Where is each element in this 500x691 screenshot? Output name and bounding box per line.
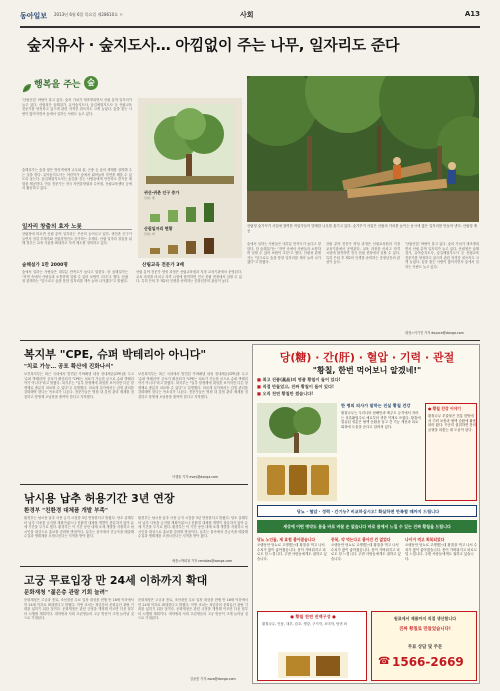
side-body: 황칠나무 추출물은 전통 한방에서 기력 보충과 혈액 순환에 활용되어 왔다. 꾸준히 섭취하면 몸의 균형을 되찾는 데 도움이 된다. bbox=[428, 414, 476, 432]
banner-1-text: 당뇨 · 혈압 · 정력 · 간기능? 비교하십시오! 확실하면 만족할 때까지 드립니다 bbox=[296, 509, 440, 514]
article3-subtitle: 환경부 "친환경 대체품 개발 부족" bbox=[24, 508, 108, 514]
article1-col3: 숲에서 일하는 사람들은 대부분 만족도가 높다고 말한다. 한 숲해설가는 "자연 속에서 사람들과 소통하며 일할 수 있어 보람이 크다"고 했다. 산림청 관계자는 "앞으로도 숲을 통한 일자리를 계속 늘려 나가겠다"고 밝혔다. bbox=[247, 242, 321, 265]
ad-package-photo bbox=[278, 652, 348, 678]
doctor-title: 한 명의 의사가 말하는 진실 황칠 건강 bbox=[341, 403, 411, 408]
ad-tree-photo bbox=[257, 403, 337, 453]
ad-col-3 bbox=[405, 537, 477, 607]
article1-byline: 대전=이기진 기자 doyoce@donga.com bbox=[405, 331, 464, 335]
article1-body-a: 숲해설가는 숲을 찾은 방문객에게 나무와 풀, 곤충 등 숲의 생태를 설명해 주는 일을 한다. 유아숲지도사는 어린이가 숲에서 뛰어놀며 자연을 배울 수 있도록 돕는다. 숲길체험지도사는 숲길을 걷는 사람들에게 안전하고 즐거운 체험을 제공한다. 이들 전문가는 전국 자연휴양림과 수목원, 산림교육센터 등에서 활동하고 있다. bbox=[22, 168, 132, 191]
article1-col4: 산림 분야 전문가 양성 과정은 산림교육원과 지정 교육기관에서 운영된다. 교육 과정을 마치고 자격 시험에 합격하면 전국 산림 현장에서 일할 수 있다. 특히 은퇴 후 제2의 인생을 준비하는 중장년층의 관심이 높다. bbox=[326, 242, 400, 265]
check-icon: ■ bbox=[257, 384, 261, 389]
bar bbox=[204, 203, 214, 222]
paper-logo: 동아일보 bbox=[20, 12, 48, 20]
claim-item bbox=[257, 391, 477, 397]
subhead-rule bbox=[22, 229, 132, 230]
kicker bbox=[22, 76, 122, 92]
stat-left: 숲해설가 1만 2000명 bbox=[22, 263, 68, 268]
order-label: 무료 상담 및 주문 bbox=[407, 645, 443, 650]
bar bbox=[186, 207, 196, 222]
chart-left-title: 귀산·귀촌 인구 증가 bbox=[144, 190, 180, 195]
col-body: 오랫동안 당뇨로 고생했는데 황칠을 먹고 나서 수치가 많이 좋아졌습니다. 몸이 가벼워지고 피로도 덜 느낍니다. 주변 사람들에게도 권하고 있습니다. bbox=[405, 543, 477, 561]
article1-photo bbox=[247, 76, 479, 222]
bar bbox=[204, 238, 214, 254]
chart-left-bars bbox=[146, 202, 234, 222]
article3-headline: 낚시용 납추 허용기간 3년 연장 bbox=[24, 492, 175, 505]
article4-subtitle: 문화재청 "젊은층 관람 기회 늘려" bbox=[24, 590, 108, 596]
ad-banner-1 bbox=[257, 505, 477, 517]
col-title: 나이거 먹고 회복되었다 bbox=[405, 537, 445, 542]
section-rule-1 bbox=[20, 340, 480, 341]
article4-byline: 김윤종 기자 zozo@donga.com bbox=[190, 677, 236, 681]
banner-2-text: 세상에 어떤 명약도 몸을 바로 바꿀 순 없습니다 바로 몸에서 느낄 수 있는 진짜 황칠을 드립니다 bbox=[283, 524, 451, 529]
article4-headline: 고궁 무료입장 만 24세 이하까지 확대 bbox=[24, 574, 208, 587]
article3-body-a: 환경부는 낚시용 납추 사용 금지 시점을 3년 연장한다고 밝혔다. 당초 올해부터 납추 사용을 금지할 계획이었으나 친환경 대체품 개발이 충분하지 않아 유예 기간을 두기로 했다. 환경부는 이 기간 동안 대체 소재 개발을 지원하고 낚시인을 대상으로 홍보를 강화할 방침이다. 납추는 물속에서 중금속을 배출해 수질과 생태계를 오염시킨다는 지적을 받아 왔다. bbox=[24, 516, 134, 539]
claim-text: 오직 천연 황칠만 썼습니다! bbox=[262, 391, 314, 396]
col-body: 오랫동안 당뇨로 고생했는데 황칠을 먹고 나서 수치가 많이 좋아졌습니다. 몸이 가벼워지고 피로도 덜 느낍니다. 주변 사람들에게도 권하고 있습니다. bbox=[331, 543, 401, 561]
infographic bbox=[138, 98, 242, 258]
article1-lead: '산림산업' 바람이 불고 있다. 숲의 가치가 재조명되면서 산림 분야 일자리가 늘고 있다. 산림청은 숲해설가, 유아숲지도사, 숲길체험지도사 등 산림교육 전문가를 양성하고 있으며 관련 자격증 취득자도 크게 늘었다. 숲을 찾는 사람이 많아지면서 숲에서 일하는 사람도 늘고 있다. bbox=[22, 98, 132, 116]
ad-col-2 bbox=[331, 537, 401, 607]
infographic-photo bbox=[146, 104, 234, 184]
article2-subtitle: "치료 가능… 공포 확산에 진화나서" bbox=[24, 364, 114, 370]
footer-title: ● 황칠 천연 진액구성 ● bbox=[290, 614, 336, 619]
footer-body: 황칠나무, 인삼, 대추, 감초, 생강, 구기자, 오미자, 당귀 외 bbox=[262, 622, 347, 626]
article1-subhead: 일자리 창출의 효자 노릇 bbox=[22, 224, 82, 230]
ad-banner-2 bbox=[257, 520, 477, 533]
section-label: 사회 bbox=[240, 11, 254, 19]
chart-right-title: 산림일자리 현황 bbox=[144, 226, 173, 231]
article3-byline: 세종=박희창 기자 ramblas@donga.com bbox=[172, 559, 233, 563]
kicker-text: 행복을 주는 bbox=[34, 80, 81, 90]
ad-footer-box bbox=[257, 611, 367, 681]
article2-body-a: 보건복지부는 최근 국내에서 발견된 카바페넴 내성 장내세균(CPE)을 두고 '슈퍼 박테리아' 공포가 확산되자 "CPE는 치료가 가능한 균으로 슈퍼 박테리아가 아니다"라고 밝혔다. 복지부는 "일부 항생제에 내성을 보이지만 다른 항생제로 충분히 치료할 수 있다"고 설명했다. 의료계 일각에서는 감염 관리를 강화해야 한다는 목소리가 나온다. 전문가들은 병원 내 감염 관리 체계를 점검하고 항생제 오남용을 줄여야 한다고 지적했다. bbox=[24, 372, 134, 399]
kicker-badge: 숲 bbox=[84, 76, 98, 90]
article1-headline: 숲지유사 · 숲지도사… 아낌없이 주는 나무, 일자리도 준다 bbox=[27, 36, 400, 54]
bar bbox=[168, 210, 178, 222]
col-title: 당뇨 노인들, 제 효험 좋아졌습니다 bbox=[257, 537, 316, 542]
claim-text: 최고 진품(眞品)의 명품 황칠이 들어 있다! bbox=[262, 377, 341, 382]
stat-right: 산림교육 전문가 3배 bbox=[142, 263, 184, 268]
check-icon: ■ bbox=[257, 391, 261, 396]
dateline: 2013년 6월 6일 목요일 제28610호 ㅇ bbox=[54, 12, 124, 17]
article1-col5: '산림산업' 바람이 불고 있다. 숲의 가치가 재조명되면서 산림 분야 일자리가 늘고 있다. 산림청은 숲해설가, 유아숲지도사, 숲길체험지도사 등 산림교육 전문가를 양성하고 있으며 관련 자격증 취득자도 크게 늘었다. 숲을 찾는 사람이 많아지면서 숲에서 일하는 사람도 늘고 있다. bbox=[405, 242, 479, 269]
section-rule-2 bbox=[20, 484, 248, 485]
claim-item bbox=[257, 377, 477, 383]
advertisement bbox=[252, 344, 480, 684]
bar bbox=[168, 245, 178, 254]
leaf-icon bbox=[22, 78, 32, 88]
photo-caption: 산림청 숲가꾸기 사업에 참여한 작업자들이 벌채한 나무를 옮기고 있다. 숲가꾸기 사업은 산림의 가치를 높이는 동시에 많은 일자리를 만들어 낸다. 산림청 제공 bbox=[247, 224, 478, 233]
masthead bbox=[20, 8, 480, 26]
claim-text: 직접 만들었고, 진짜 황칠이 들어 있다! bbox=[262, 384, 334, 389]
masthead-rule bbox=[20, 26, 480, 28]
article1-body-c: 숲에서 일하는 사람들은 대부분 만족도가 높다고 말한다. 한 숲해설가는 "자연 속에서 사람들과 소통하며 일할 수 있어 보람이 크다"고 했다. 산림청 관계자는 "앞으로도 숲을 통한 일자리를 계속 늘려 나가겠다"고 밝혔다. bbox=[22, 270, 128, 284]
side-box bbox=[425, 403, 477, 501]
chart-right-bars bbox=[146, 238, 234, 254]
section-rule-3 bbox=[20, 566, 248, 567]
ad-slogan: "황칠, 한번 먹어보니 알겠네!" bbox=[312, 366, 422, 375]
doctor-body: 황칠나무는 우리나라 남해안과 제주도 등지에서 자라는 상록활엽수로 예로부터 귀한 약재로 쓰였다. 황칠에 함유된 성분은 혈액 순환을 돕고 간 기능 개선과 피로 회복에 도움을 준다고 알려져 있다. bbox=[341, 411, 421, 429]
chart-right-note: 단위: 개 bbox=[144, 232, 155, 236]
col-body: 오랫동안 당뇨로 고생했는데 황칠을 먹고 나서 수치가 많이 좋아졌습니다. 몸이 가벼워지고 피로도 덜 느낍니다. 주변 사람들에게도 권하고 있습니다. bbox=[257, 543, 327, 561]
chart-left-note: 단위: 명 bbox=[144, 196, 155, 200]
claim-item bbox=[257, 384, 477, 390]
bar bbox=[150, 214, 160, 222]
article4-body-b: 문화재청은 고궁과 종묘, 조선왕릉 무료 입장 대상을 현행 만 18세 이하에서 만 24세 이하로 확대한다고 밝혔다. 이번 조치는 청년층의 문화유산 관람 기회를 넓히기 위한 것이다. 문화재청은 관련 규정을 개정해 이르면 다음 달부터 시행할 계획이다. 대학생과 사회 초년생들의 고궁 방문이 크게 늘어날 것으로 기대된다. bbox=[138, 598, 248, 621]
ad-claims bbox=[257, 377, 477, 401]
article2-body-b: 보건복지부는 최근 국내에서 발견된 카바페넴 내성 장내세균(CPE)을 두고 '슈퍼 박테리아' 공포가 확산되자 "CPE는 치료가 가능한 균으로 슈퍼 박테리아가 아니다"라고 밝혔다. 복지부는 "일부 항생제에 내성을 보이지만 다른 항생제로 충분히 치료할 수 있다"고 설명했다. 의료계 일각에서는 감염 관리를 강화해야 한다는 목소리가 나온다. 전문가들은 병원 내 감염 관리 체계를 점검하고 항생제 오남용을 줄여야 한다고 지적했다. bbox=[138, 372, 248, 399]
article3-body-b: 환경부는 낚시용 납추 사용 금지 시점을 3년 연장한다고 밝혔다. 당초 올해부터 납추 사용을 금지할 계획이었으나 친환경 대체품 개발이 충분하지 않아 유예 기간을 두기로 했다. 환경부는 이 기간 동안 대체 소재 개발을 지원하고 낚시인을 대상으로 홍보를 강화할 방침이다. 납추는 물속에서 중금속을 배출해 수질과 생태계를 오염시킨다는 지적을 받아 왔다. bbox=[138, 516, 248, 539]
col-title: 중복, 약 먹는다고 좋아진 건 없었다 bbox=[331, 537, 391, 542]
box-title: 원료에서 제품까지 직접 생산합니다 bbox=[393, 616, 457, 621]
phone-icon: ☎ bbox=[378, 656, 391, 667]
phone-number: 1566-2669 bbox=[392, 655, 464, 669]
event-title: 진짜 황칠로 만들었습니다! bbox=[399, 627, 451, 632]
article4-body-a: 문화재청은 고궁과 종묘, 조선왕릉 무료 입장 대상을 현행 만 18세 이하에서 만 24세 이하로 확대한다고 밝혔다. 이번 조치는 청년층의 문화유산 관람 기회를 넓히기 위한 것이다. 문화재청은 관련 규정을 개정해 이르면 다음 달부터 시행할 계획이다. 대학생과 사회 초년생들의 고궁 방문이 크게 늘어날 것으로 기대된다. bbox=[24, 598, 134, 621]
article1-body-b: 산림청에 따르면 산림 분야 일자리는 꾸준히 늘어나고 있다. 귀산촌 인구가 늘면서 임업 후계자와 산림경영인도 증가하는 추세다. 산림 일자리 창출을 위해 정부는 교육 기관을 확대하고 자격 제도를 정비하고 있다. bbox=[22, 232, 132, 246]
page-number: A13 bbox=[464, 10, 480, 18]
article1-body-d: 산림 분야 전문가 양성 과정은 산림교육원과 지정 교육기관에서 운영된다. 교육 과정을 마치고 자격 시험에 합격하면 전국 산림 현장에서 일할 수 있다. 특히 은퇴 후 제2의 인생을 준비하는 중장년층의 관심이 높다. bbox=[136, 270, 242, 284]
article2-headline: 복지부 "CPE, 슈퍼 박테리아 아니다" bbox=[24, 348, 207, 361]
side-title: ● 황칠 건강 이야기 bbox=[428, 406, 461, 411]
ad-headline: 당(糖) · 간(肝) · 혈압 · 기력 · 관절 bbox=[279, 351, 455, 364]
bar bbox=[186, 241, 196, 254]
ad-order-box bbox=[371, 611, 477, 681]
ad-col-1 bbox=[257, 537, 327, 607]
article2-byline: 이샘물 기자 evey@donga.com bbox=[172, 475, 219, 479]
bar bbox=[150, 248, 160, 254]
check-icon: ■ bbox=[257, 377, 261, 382]
ad-product-photo bbox=[257, 457, 337, 501]
